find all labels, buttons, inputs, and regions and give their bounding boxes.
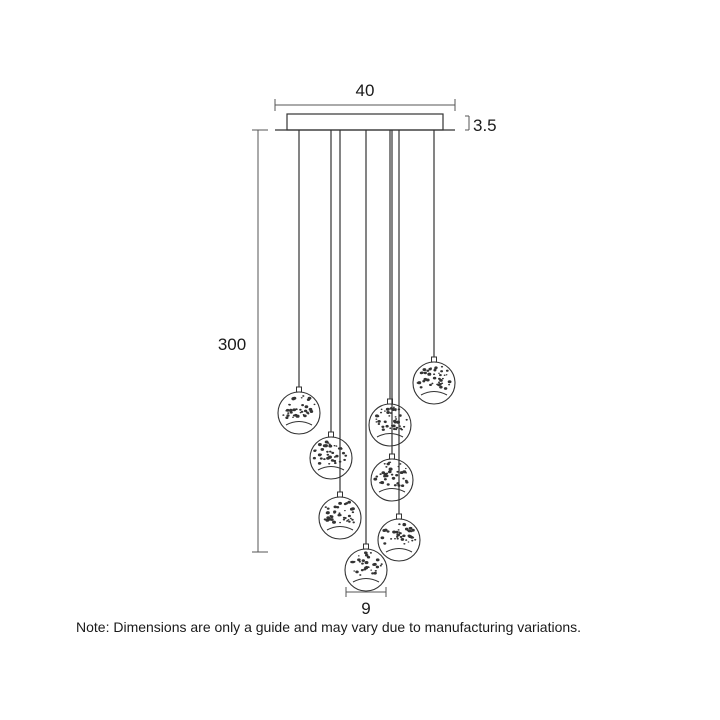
pendant-lamp [413,130,455,404]
lamp-holder [432,357,437,362]
shade-diameter-label: 9 [361,599,371,618]
pendant-lamp [369,130,411,446]
drop-height-label: 300 [217,335,247,354]
pendant-group [278,130,455,591]
canopy-height-dimension [465,116,469,130]
lamp-holder [338,492,343,497]
width-label: 40 [355,81,375,100]
width-dimension [275,99,455,111]
drop-height-dimension [252,130,268,552]
pendant-lamp [278,130,320,434]
globe-shade [378,519,420,561]
pendant-lamp [371,130,413,501]
globe-shade [278,392,320,434]
lamp-holder [329,432,334,437]
pendant-lamp [310,130,352,479]
globe-shade [369,404,411,446]
lamp-holder [397,514,402,519]
canopy-height-label: 3.5 [473,116,497,135]
dimensions-note: Note: Dimensions are only a guide and may vary due to manufacturing variations. [76,619,582,635]
canopy [287,114,443,130]
lamp-holder [297,387,302,392]
lamp-holder [390,454,395,459]
lamp-holder [364,544,369,549]
